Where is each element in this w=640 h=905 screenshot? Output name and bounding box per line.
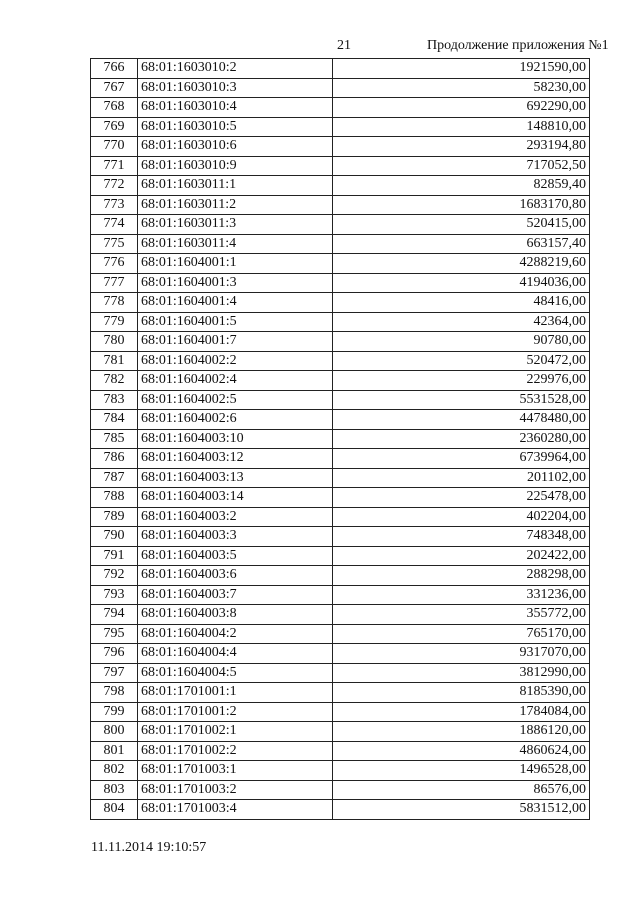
table-row — [91, 98, 590, 118]
row-number-cell: 768 — [91, 98, 138, 118]
row-number-cell: 766 — [91, 59, 138, 79]
row-number-cell: 785 — [91, 429, 138, 449]
cadastral-value-cell: 201102,00 — [333, 468, 590, 488]
cadastral-number-cell: 68:01:1604003:12 — [138, 449, 333, 469]
cadastral-value-cell: 225478,00 — [333, 488, 590, 508]
table-row — [91, 351, 590, 371]
cadastral-number-cell: 68:01:1603010:5 — [138, 117, 333, 137]
cadastral-number-cell: 68:01:1603011:1 — [138, 176, 333, 196]
cadastral-value-cell: 8185390,00 — [333, 683, 590, 703]
row-number-cell: 788 — [91, 488, 138, 508]
row-number-cell: 784 — [91, 410, 138, 430]
row-number-cell: 772 — [91, 176, 138, 196]
cadastral-value-cell: 5531528,00 — [333, 390, 590, 410]
cadastral-number-cell: 68:01:1604003:5 — [138, 546, 333, 566]
cadastral-value-cell: 3812990,00 — [333, 663, 590, 683]
row-number-cell: 781 — [91, 351, 138, 371]
cadastral-number-cell: 68:01:1603011:4 — [138, 234, 333, 254]
cadastral-value-cell: 288298,00 — [333, 566, 590, 586]
cadastral-number-cell: 68:01:1604003:14 — [138, 488, 333, 508]
cadastral-number-cell: 68:01:1701003:1 — [138, 761, 333, 781]
table-row — [91, 468, 590, 488]
cadastral-value-cell: 2360280,00 — [333, 429, 590, 449]
table-row — [91, 429, 590, 449]
row-number-cell: 797 — [91, 663, 138, 683]
cadastral-value-cell: 4288219,60 — [333, 254, 590, 274]
table-row — [91, 215, 590, 235]
table-row — [91, 546, 590, 566]
cadastral-value-table — [90, 58, 590, 820]
table-row — [91, 663, 590, 683]
cadastral-value-cell: 765170,00 — [333, 624, 590, 644]
row-number-cell: 767 — [91, 78, 138, 98]
cadastral-number-cell: 68:01:1604003:8 — [138, 605, 333, 625]
cadastral-number-cell: 68:01:1603010:2 — [138, 59, 333, 79]
row-number-cell: 777 — [91, 273, 138, 293]
cadastral-value-cell: 748348,00 — [333, 527, 590, 547]
row-number-cell: 779 — [91, 312, 138, 332]
table-row — [91, 273, 590, 293]
table-row — [91, 390, 590, 410]
cadastral-number-cell: 68:01:1701002:1 — [138, 722, 333, 742]
table-row — [91, 117, 590, 137]
cadastral-number-cell: 68:01:1604003:3 — [138, 527, 333, 547]
cadastral-value-cell: 663157,40 — [333, 234, 590, 254]
cadastral-value-cell: 86576,00 — [333, 780, 590, 800]
cadastral-number-cell: 68:01:1604001:4 — [138, 293, 333, 313]
table-row — [91, 312, 590, 332]
row-number-cell: 803 — [91, 780, 138, 800]
cadastral-number-cell: 68:01:1603011:2 — [138, 195, 333, 215]
cadastral-value-cell: 1784084,00 — [333, 702, 590, 722]
cadastral-number-cell: 68:01:1604001:5 — [138, 312, 333, 332]
cadastral-number-cell: 68:01:1603010:6 — [138, 137, 333, 157]
cadastral-number-cell: 68:01:1604004:4 — [138, 644, 333, 664]
row-number-cell: 783 — [91, 390, 138, 410]
table-row — [91, 527, 590, 547]
cadastral-value-cell: 1921590,00 — [333, 59, 590, 79]
table-row — [91, 585, 590, 605]
table-row — [91, 332, 590, 352]
table-row — [91, 254, 590, 274]
table-row — [91, 78, 590, 98]
row-number-cell: 778 — [91, 293, 138, 313]
row-number-cell: 774 — [91, 215, 138, 235]
table-row — [91, 780, 590, 800]
cadastral-value-cell: 717052,50 — [333, 156, 590, 176]
table-row — [91, 624, 590, 644]
cadastral-number-cell: 68:01:1604003:6 — [138, 566, 333, 586]
cadastral-value-cell: 90780,00 — [333, 332, 590, 352]
table-row — [91, 59, 590, 79]
cadastral-value-cell: 9317070,00 — [333, 644, 590, 664]
cadastral-number-cell: 68:01:1604004:5 — [138, 663, 333, 683]
cadastral-number-cell: 68:01:1604001:7 — [138, 332, 333, 352]
row-number-cell: 782 — [91, 371, 138, 391]
cadastral-number-cell: 68:01:1604001:1 — [138, 254, 333, 274]
cadastral-number-cell: 68:01:1701003:2 — [138, 780, 333, 800]
cadastral-value-cell: 692290,00 — [333, 98, 590, 118]
cadastral-number-cell: 68:01:1604004:2 — [138, 624, 333, 644]
cadastral-value-cell: 402204,00 — [333, 507, 590, 527]
cadastral-number-cell: 68:01:1604002:6 — [138, 410, 333, 430]
table-row — [91, 176, 590, 196]
cadastral-number-cell: 68:01:1603010:4 — [138, 98, 333, 118]
row-number-cell: 798 — [91, 683, 138, 703]
footer-timestamp: 11.11.2014 19:10:57 — [91, 840, 207, 855]
row-number-cell: 801 — [91, 741, 138, 761]
cadastral-value-cell: 331236,00 — [333, 585, 590, 605]
row-number-cell: 780 — [91, 332, 138, 352]
row-number-cell: 796 — [91, 644, 138, 664]
cadastral-value-cell: 42364,00 — [333, 312, 590, 332]
cadastral-number-cell: 68:01:1604002:4 — [138, 371, 333, 391]
cadastral-value-cell: 4194036,00 — [333, 273, 590, 293]
table-row — [91, 488, 590, 508]
row-number-cell: 804 — [91, 800, 138, 820]
cadastral-number-cell: 68:01:1701001:2 — [138, 702, 333, 722]
table-row — [91, 507, 590, 527]
table-row — [91, 644, 590, 664]
cadastral-number-cell: 68:01:1604002:5 — [138, 390, 333, 410]
cadastral-value-cell: 1496528,00 — [333, 761, 590, 781]
row-number-cell: 799 — [91, 702, 138, 722]
table-row — [91, 156, 590, 176]
cadastral-value-cell: 58230,00 — [333, 78, 590, 98]
cadastral-number-cell: 68:01:1604003:7 — [138, 585, 333, 605]
row-number-cell: 800 — [91, 722, 138, 742]
row-number-cell: 776 — [91, 254, 138, 274]
cadastral-value-cell: 82859,40 — [333, 176, 590, 196]
cadastral-number-cell: 68:01:1604003:2 — [138, 507, 333, 527]
table-row — [91, 800, 590, 820]
page-number: 21 — [337, 38, 351, 53]
table-row — [91, 234, 590, 254]
row-number-cell: 794 — [91, 605, 138, 625]
cadastral-number-cell: 68:01:1701001:1 — [138, 683, 333, 703]
table-body — [91, 59, 590, 820]
cadastral-number-cell: 68:01:1604002:2 — [138, 351, 333, 371]
cadastral-number-cell: 68:01:1701003:4 — [138, 800, 333, 820]
table-row — [91, 371, 590, 391]
row-number-cell: 790 — [91, 527, 138, 547]
cadastral-value-cell: 520415,00 — [333, 215, 590, 235]
table-row — [91, 761, 590, 781]
row-number-cell: 791 — [91, 546, 138, 566]
cadastral-value-cell: 48416,00 — [333, 293, 590, 313]
table-row — [91, 566, 590, 586]
row-number-cell: 802 — [91, 761, 138, 781]
cadastral-value-cell: 202422,00 — [333, 546, 590, 566]
cadastral-value-cell: 4860624,00 — [333, 741, 590, 761]
cadastral-value-cell: 1683170,80 — [333, 195, 590, 215]
cadastral-value-cell: 5831512,00 — [333, 800, 590, 820]
table-row — [91, 683, 590, 703]
cadastral-number-cell: 68:01:1603011:3 — [138, 215, 333, 235]
table-row — [91, 741, 590, 761]
table-row — [91, 449, 590, 469]
table-row — [91, 702, 590, 722]
cadastral-number-cell: 68:01:1701002:2 — [138, 741, 333, 761]
cadastral-number-cell: 68:01:1603010:9 — [138, 156, 333, 176]
row-number-cell: 770 — [91, 137, 138, 157]
table-row — [91, 195, 590, 215]
table-row — [91, 137, 590, 157]
cadastral-value-cell: 148810,00 — [333, 117, 590, 137]
page-header-title: Продолжение приложения №1 — [427, 38, 609, 53]
cadastral-number-cell: 68:01:1604001:3 — [138, 273, 333, 293]
cadastral-value-cell: 293194,80 — [333, 137, 590, 157]
table-row — [91, 293, 590, 313]
cadastral-number-cell: 68:01:1604003:13 — [138, 468, 333, 488]
row-number-cell: 771 — [91, 156, 138, 176]
row-number-cell: 775 — [91, 234, 138, 254]
row-number-cell: 795 — [91, 624, 138, 644]
cadastral-value-cell: 520472,00 — [333, 351, 590, 371]
table-row — [91, 410, 590, 430]
cadastral-value-cell: 4478480,00 — [333, 410, 590, 430]
row-number-cell: 786 — [91, 449, 138, 469]
cadastral-value-cell: 1886120,00 — [333, 722, 590, 742]
row-number-cell: 787 — [91, 468, 138, 488]
cadastral-number-cell: 68:01:1603010:3 — [138, 78, 333, 98]
row-number-cell: 773 — [91, 195, 138, 215]
row-number-cell: 793 — [91, 585, 138, 605]
cadastral-number-cell: 68:01:1604003:10 — [138, 429, 333, 449]
table-row — [91, 605, 590, 625]
row-number-cell: 792 — [91, 566, 138, 586]
table-row — [91, 722, 590, 742]
row-number-cell: 789 — [91, 507, 138, 527]
cadastral-value-cell: 229976,00 — [333, 371, 590, 391]
row-number-cell: 769 — [91, 117, 138, 137]
cadastral-value-cell: 355772,00 — [333, 605, 590, 625]
cadastral-value-cell: 6739964,00 — [333, 449, 590, 469]
